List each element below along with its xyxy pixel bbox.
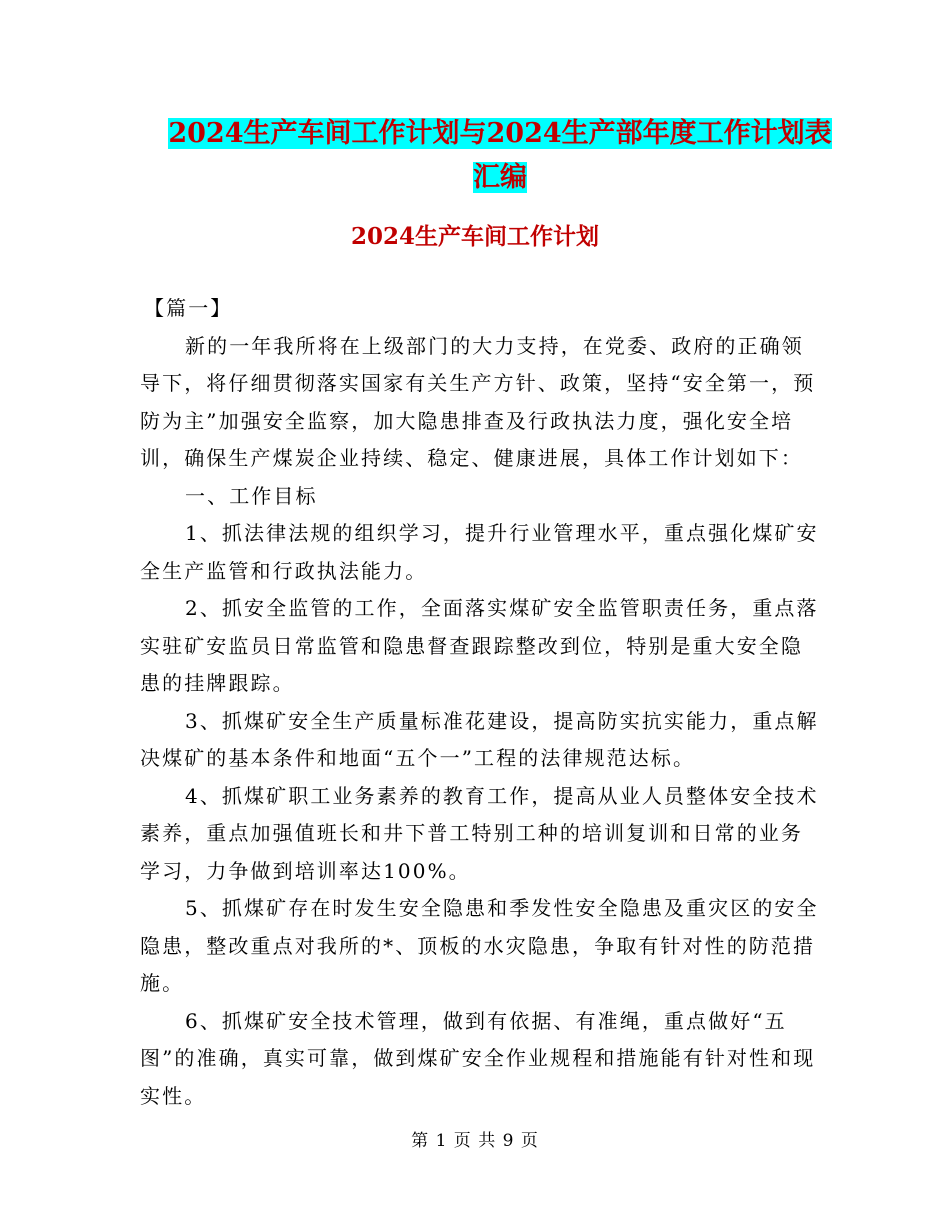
document-title xyxy=(140,112,860,200)
document-body xyxy=(140,290,820,1115)
goals-subheading: 一、工作目标 xyxy=(185,483,318,508)
goal-item-1: 1、抓法律法规的组织学习，提升行业管理水平，重点强化煤矿安全生产监管和行政执法能力。 xyxy=(140,521,819,583)
goal-item-5: 5、抓煤矿存在时发生安全隐患和季发性安全隐患及重灾区的安全隐患，整改重点对我所的*、顶板的水灾隐患，争取有针对性的防范措施。 xyxy=(140,896,819,995)
goal-item-2: 2、抓安全监管的工作，全面落实煤矿安全监管职责任务，重点落实驻矿安监员日常监管和隐患督查跟踪整改到位，特别是重大安全隐患的挂牌跟踪。 xyxy=(140,596,819,695)
goal-item-6: 6、抓煤矿安全技术管理，做到有依据、有准绳，重点做好“五图”的准确，真实可靠，做到煤矿安全作业规程和措施能有针对性和现实性。 xyxy=(140,1008,816,1108)
goal-item-3: 3、抓煤矿安全生产质量标准花建设，提高防实抗实能力，重点解决煤矿的基本条件和地面“五个一”工程的法律规范达标。 xyxy=(140,708,819,770)
part-label: 【篇一】 xyxy=(144,296,233,320)
document-title-line-2: 汇编 xyxy=(473,162,527,193)
intro-paragraph: 新的一年我所将在上级部门的大力支持，在党委、政府的正确领导下，将仔细贯彻落实国家有关生产方针、政策，坚持“安全第一，预防为主”加强安全监察，加大隐患排查及行政执法力度，强化安全培训，确保生产煤炭企业持续、稳定、健康进展，具体工作计划如下： xyxy=(140,333,816,470)
section-heading: 2024生产车间工作计划 xyxy=(350,223,599,250)
document-title-line-1: 2024生产车间工作计划与2024生产部年度工作计划表 xyxy=(168,118,832,149)
page-footer: 第 1 页 共 9 页 xyxy=(411,1131,539,1151)
goal-item-4: 4、抓煤矿职工业务素养的教育工作，提高从业人员整体安全技术素养，重点加强值班长和井下普工特别工种的培训复训和日常的业务学习，力争做到培训率达100%。 xyxy=(140,783,819,883)
